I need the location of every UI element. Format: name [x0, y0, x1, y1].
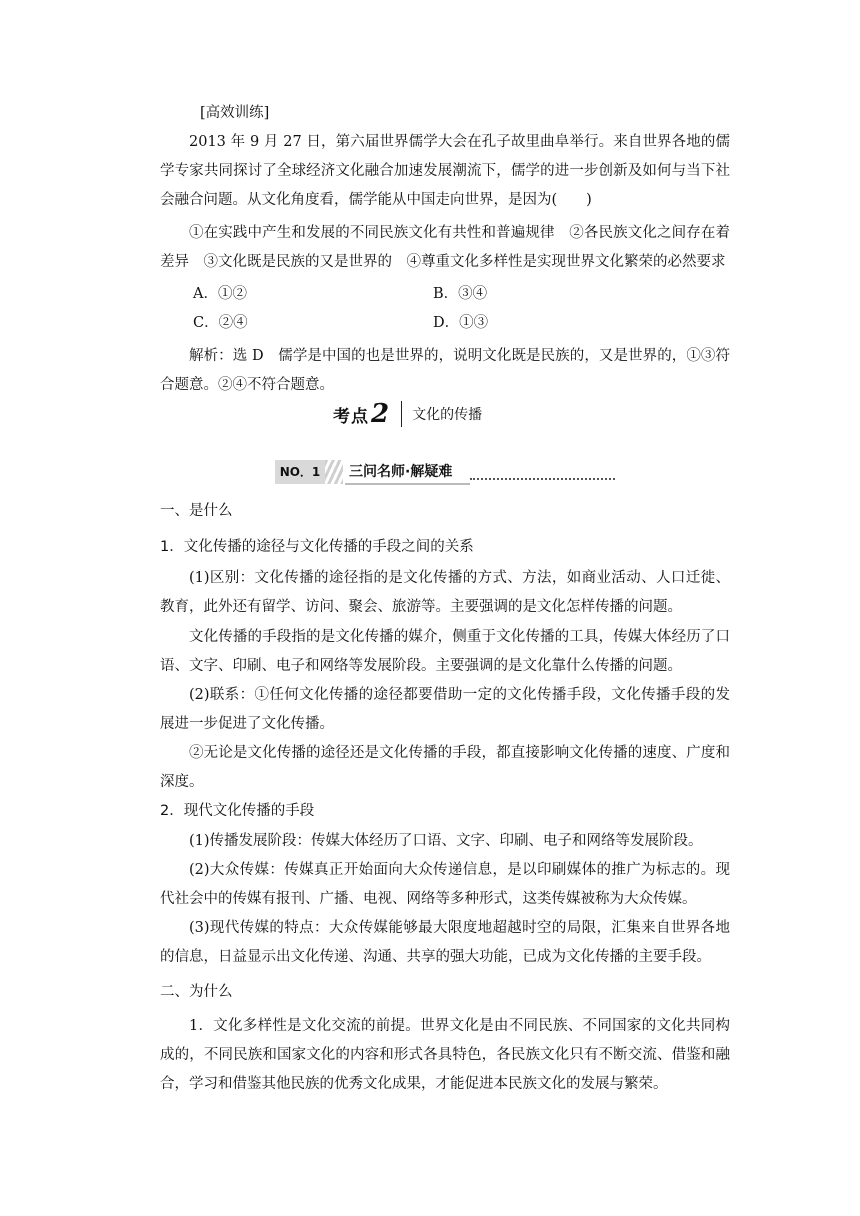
paragraph-influence: ②无论是文化传播的途径还是文化传播的手段，都直接影响文化传播的速度、广度和深度。: [160, 745, 730, 790]
kaodian-number: 2: [371, 399, 390, 429]
banner-dotted-line: [470, 478, 615, 480]
paragraph-difference: (1)区别：文化传播的途径指的是文化传播的方式、方法，如商业活动、人口迁徙、教育，此外还有留学、访问、聚会、旅游等。主要强调的是文化怎样传播的问题。: [160, 570, 730, 615]
exercise-analysis: 解析：选 D 儒学是中国的也是世界的，说明文化既是民族的，又是世界的，①③符合题意。②④不符合题意。: [160, 348, 730, 393]
kaodian-title: 文化的传播: [412, 407, 483, 423]
exercise-statements: ①在实践中产生和发展的不同民族文化有共性和普遍规律 ②各民族文化之间存在着差异 ③文化既是民族的又是世界的 ④尊重文化多样性是实现世界文化繁荣的必然要求: [160, 225, 730, 270]
paragraph-diversity: 1．文化多样性是文化交流的前提。世界文化是由不同民族、不同国家的文化共同构成的，不同民族和国家文化的内容和形式各具特色，各民族文化只有不断交流、借鉴和融合，学习和借鉴其他民族的优秀文化成果，才能促进本民族文化的发展与繁荣。: [160, 1018, 730, 1092]
subheading-2: 2．现代文化传播的手段: [160, 803, 315, 819]
option-a: A．①②: [193, 286, 247, 302]
kaodian-label: 考点: [333, 406, 369, 427]
paragraph-features: (3)现代传媒的特点：大众传媒能够最大限度地超越时空的局限，汇集来自世界各地的信息，日益显示出文化传递、沟通、共享的强大功能，已成为文化传播的主要手段。: [160, 920, 730, 965]
exercise-question: 2013 年 9 月 27 日，第六届世界儒学大会在孔子故里曲阜举行。来自世界各地的儒学专家共同探讨了全球经济文化融合加速发展潮流下，儒学的进一步创新及如何与当下社会融合问题。从文化角度看，儒学能从中国走向世界，是因为( ): [160, 134, 730, 208]
heading-what: 一、是什么: [160, 503, 233, 519]
paragraph-relation: (2)联系：①任何文化传播的途径都要借助一定的文化传播手段，文化传播手段的发展进一步促进了文化传播。: [160, 687, 730, 732]
paragraph-stages: (1)传播发展阶段：传媒大体经历了口语、文字、印刷、电子和网络等发展阶段。: [189, 833, 703, 849]
kaodian-divider: [401, 401, 402, 427]
banner-underline: [345, 483, 470, 485]
subheading-1: 1．文化传播的途径与文化传播的手段之间的关系: [160, 539, 474, 555]
banner-stripe-decoration: [325, 460, 343, 484]
banner-title: 三问名师·解疑难: [349, 464, 453, 480]
banner-number: NO．1: [275, 460, 325, 484]
section-banner: [275, 460, 615, 486]
exercise-label: [高效训练]: [200, 105, 270, 121]
option-d: D．①③: [433, 315, 489, 331]
paragraph-mass-media: (2)大众传媒：传媒真正开始面向大众传递信息，是以印刷媒体的推广为标志的。现代社会中的传媒有报刊、广播、电视、网络等多种形式，这类传媒被称为大众传媒。: [160, 862, 730, 907]
kaodian-heading: [333, 400, 482, 428]
paragraph-means: 文化传播的手段指的是文化传播的媒介，侧重于文化传播的工具，传媒大体经历了口语、文字、印刷、电子和网络等发展阶段。主要强调的是文化靠什么传播的问题。: [160, 629, 730, 674]
option-c: C．②④: [193, 315, 248, 331]
heading-why: 二、为什么: [160, 984, 233, 1000]
option-b: B．③④: [433, 286, 488, 302]
